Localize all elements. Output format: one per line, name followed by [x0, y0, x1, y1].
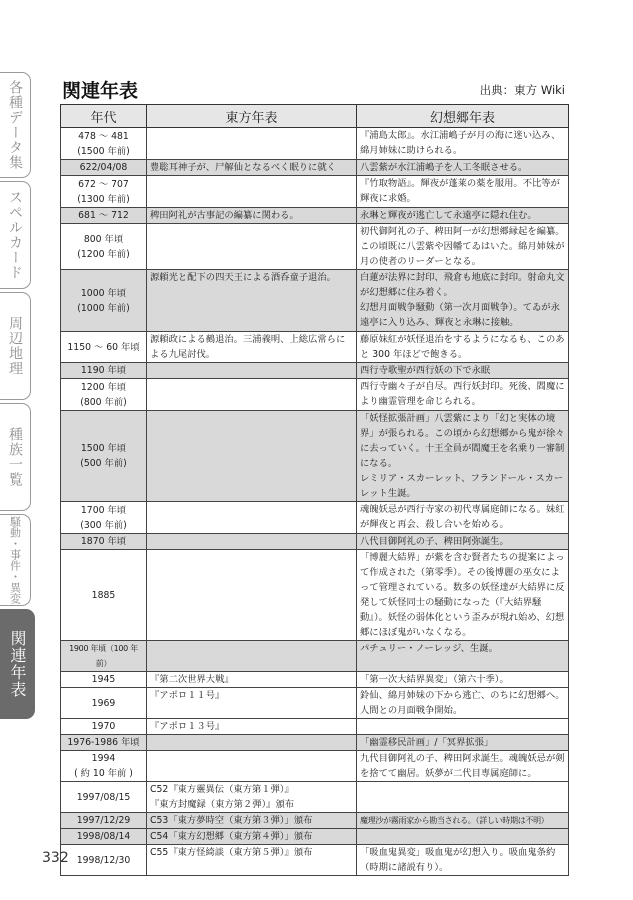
chapter-tab[interactable]: [0, 403, 31, 511]
cell-year: 1150 〜 60 年頃: [61, 332, 147, 363]
cell-year: 681 〜 712: [61, 208, 147, 224]
cell-gensokyo: [357, 719, 569, 735]
cell-gensokyo: [357, 829, 569, 845]
table-header: [61, 105, 569, 128]
cell-touhou: 『アポロ１３号』: [147, 719, 357, 735]
cell-year: 1976-1986 年頃: [61, 735, 147, 751]
cell-gensokyo: 『浦島太郎』。水江浦嶋子が月の海に迷い込み、綿月姉妹に助けられる。: [357, 128, 569, 160]
cell-gensokyo: 「幽霊移民計画」/「冥界拡張」: [357, 735, 569, 751]
chapter-tab[interactable]: [0, 292, 31, 400]
cell-touhou: 豊聡耳神子が、尸解仙となるべく眠りに就く: [147, 160, 357, 176]
cell-gensokyo: 魂魄妖忌が西行寺家の初代専属庭師になる。妹紅が輝夜と再会、殺し合いを始める。: [357, 502, 569, 534]
table-row: [61, 782, 569, 813]
chapter-tab-label: 関連年表: [8, 630, 27, 698]
cell-year: 1870 年頃: [61, 534, 147, 550]
cell-gensokyo: 白蓮が法界に封印、飛倉も地底に封印。射命丸文が幻想郷に住み着く。 幻想月面戦争騒動（第一次月面戦争）。てゐが永遠亭に入り込み、輝夜と永琳に接触。: [357, 270, 569, 332]
chapter-tab-label: 種族一覧: [7, 427, 23, 487]
cell-year: 1970: [61, 719, 147, 735]
cell-year: 1994 ( 約 10 年前 ): [61, 751, 147, 782]
table-row: [61, 502, 569, 534]
cell-touhou: [147, 411, 357, 502]
cell-touhou: 源頼政による鵺退治。三浦義明、上総広常らによる九尾討伐。: [147, 332, 357, 363]
cell-year: 1998/12/30: [61, 845, 147, 876]
cell-year: 1997/08/15: [61, 782, 147, 813]
cell-year: 1000 年頃 (1000 年前): [61, 270, 147, 332]
cell-gensokyo: パチュリー・ノーレッジ、生誕。: [357, 641, 569, 672]
cell-year: 1945: [61, 672, 147, 688]
cell-gensokyo: 初代御阿礼の子、稗田阿一が幻想郷縁起を編纂。この頃既に八雲紫や因幡てゐはいた。綿月姉妹が月の使者のリーダーとなる。: [357, 224, 569, 270]
cell-touhou: 『第二次世界大戦』: [147, 672, 357, 688]
cell-year: 1900 年頃（100 年前）: [61, 641, 147, 672]
table-row: [61, 208, 569, 224]
cell-year: 1200 年頃 (800 年前): [61, 379, 147, 411]
source-note: 出典：東方 Wiki: [479, 83, 565, 97]
chapter-tab-label: スペルカード: [7, 190, 23, 280]
table-row: [61, 176, 569, 208]
cell-touhou: 『アポロ１１号』: [147, 688, 357, 719]
chapter-tab[interactable]: [0, 181, 31, 289]
chapter-tab-label: 各種データ集: [7, 80, 23, 170]
header-touhou: 東方年表: [147, 105, 357, 128]
cell-year: 622/04/08: [61, 160, 147, 176]
table-row: [61, 641, 569, 672]
cell-gensokyo: 八雲紫が水江浦嶋子を人工冬眠させる。: [357, 160, 569, 176]
cell-touhou: [147, 751, 357, 782]
cell-touhou: [147, 534, 357, 550]
cell-touhou: C53「東方夢時空（東方第３弾）」頒布: [147, 813, 357, 829]
cell-gensokyo: 九代目御阿礼の子、稗田阿求誕生。魂魄妖忌が剣を捨てて幽居。妖夢が二代目専属庭師に。: [357, 751, 569, 782]
cell-touhou: C52『東方靈異伝（東方第１弾）』 『東方封魔録（東方第２弾）』頒布: [147, 782, 357, 813]
table-body: [61, 128, 569, 876]
cell-touhou: [147, 176, 357, 208]
page-title: 関連年表: [62, 80, 139, 102]
table-row: [61, 829, 569, 845]
cell-year: 1997/12/29: [61, 813, 147, 829]
table-row: [61, 534, 569, 550]
cell-gensokyo: 「第一次大結界異変」（第六十季）。: [357, 672, 569, 688]
cell-touhou: [147, 735, 357, 751]
header-gensokyo: 幻想郷年表: [357, 105, 569, 128]
cell-touhou: [147, 379, 357, 411]
cell-gensokyo: 藤原妹紅が妖怪退治をするようになるも、このあと 300 年ほどで飽きる。: [357, 332, 569, 363]
cell-touhou: 稗田阿礼が古事記の編纂に関わる。: [147, 208, 357, 224]
cell-year: 672 〜 707 (1300 年前): [61, 176, 147, 208]
table-row: [61, 845, 569, 876]
table-row: [61, 813, 569, 829]
cell-touhou: [147, 641, 357, 672]
cell-year: 1700 年頃 (300 年前): [61, 502, 147, 534]
cell-gensokyo: 鈴仙、綿月姉妹の下から逃亡、のちに幻想郷へ。人間との月面戦争開始。: [357, 688, 569, 719]
cell-year: 800 年頃 (1200 年前): [61, 224, 147, 270]
table-row: [61, 363, 569, 379]
cell-year: 1190 年頃: [61, 363, 147, 379]
cell-gensokyo: 西行寺幽々子が自尽。西行妖封印。死後、閻魔により幽霊管理を命じられる。: [357, 379, 569, 411]
page-number: 332: [42, 850, 69, 866]
cell-gensokyo: [357, 782, 569, 813]
cell-gensokyo: 西行寺歌聖が西行妖の下で永眠: [357, 363, 569, 379]
timeline-table: [60, 104, 569, 876]
chapter-tab[interactable]: [0, 514, 31, 606]
cell-gensokyo: 永琳と輝夜が逃亡して永遠亭に隠れ住む。: [357, 208, 569, 224]
table-row: [61, 128, 569, 160]
table-row: [61, 672, 569, 688]
cell-touhou: [147, 550, 357, 641]
cell-year: 1500 年頃 (500 年前): [61, 411, 147, 502]
cell-touhou: 源頼光と配下の四天王による酒呑童子退治。: [147, 270, 357, 332]
table-row: [61, 332, 569, 363]
cell-gensokyo: 魔理沙が霧雨家から勘当される。（詳しい時期は不明）: [357, 813, 569, 829]
side-tabs: [0, 72, 40, 722]
header-year: 年代: [61, 105, 147, 128]
cell-year: 1969: [61, 688, 147, 719]
chapter-tab[interactable]: [0, 72, 31, 178]
cell-touhou: [147, 502, 357, 534]
chapter-tab-label: 騒動・事件・異変: [8, 516, 22, 604]
cell-year: 1885: [61, 550, 147, 641]
table-row: [61, 550, 569, 641]
table-row: [61, 411, 569, 502]
table-row: [61, 379, 569, 411]
cell-gensokyo: 八代目御阿礼の子、稗田阿弥誕生。: [357, 534, 569, 550]
cell-gensokyo: 『竹取物語』。輝夜が蓬莱の薬を服用。不比等が輝夜に求婚。: [357, 176, 569, 208]
table-row: [61, 160, 569, 176]
cell-touhou: [147, 224, 357, 270]
table-row: [61, 224, 569, 270]
cell-gensokyo: 「吸血鬼異変」吸血鬼が幻想入り。吸血鬼条約（時期に諸説有り）。: [357, 845, 569, 876]
cell-touhou: [147, 128, 357, 160]
cell-touhou: C55『東方怪綺談（東方第５弾）』頒布: [147, 845, 357, 876]
table-row: [61, 270, 569, 332]
table-row: [61, 735, 569, 751]
cell-gensokyo: 「博麗大結界」が紫を含む賢者たちの提案によって作成された（第零季）。その後博麗の巫女によって管理されている。数多の妖怪達が大結界に反発して妖怪同士の騒動になった（『大結界騒動』）。妖怪の弱体化という歪みが現れ始め、幻想郷にほぼ鬼がいなくなる。: [357, 550, 569, 641]
cell-gensokyo: 「妖怪拡張計画」八雲紫により「幻と実体の境界」が張られる。この頃から幻想郷から鬼が徐々に去っていく。十王全員が閻魔王を名乗り一審制になる。 レミリア・スカーレット、フランドール・スカーレット生誕。: [357, 411, 569, 502]
cell-year: 478 〜 481 (1500 年前): [61, 128, 147, 160]
table-row: [61, 751, 569, 782]
cell-touhou: C54「東方幻想郷（東方第４弾）」頒布: [147, 829, 357, 845]
cell-touhou: [147, 363, 357, 379]
table-row: [61, 719, 569, 735]
cell-year: 1998/08/14: [61, 829, 147, 845]
chapter-tab-label: 周辺地理: [7, 316, 23, 376]
table-row: [61, 688, 569, 719]
chapter-tab[interactable]: [0, 609, 35, 719]
